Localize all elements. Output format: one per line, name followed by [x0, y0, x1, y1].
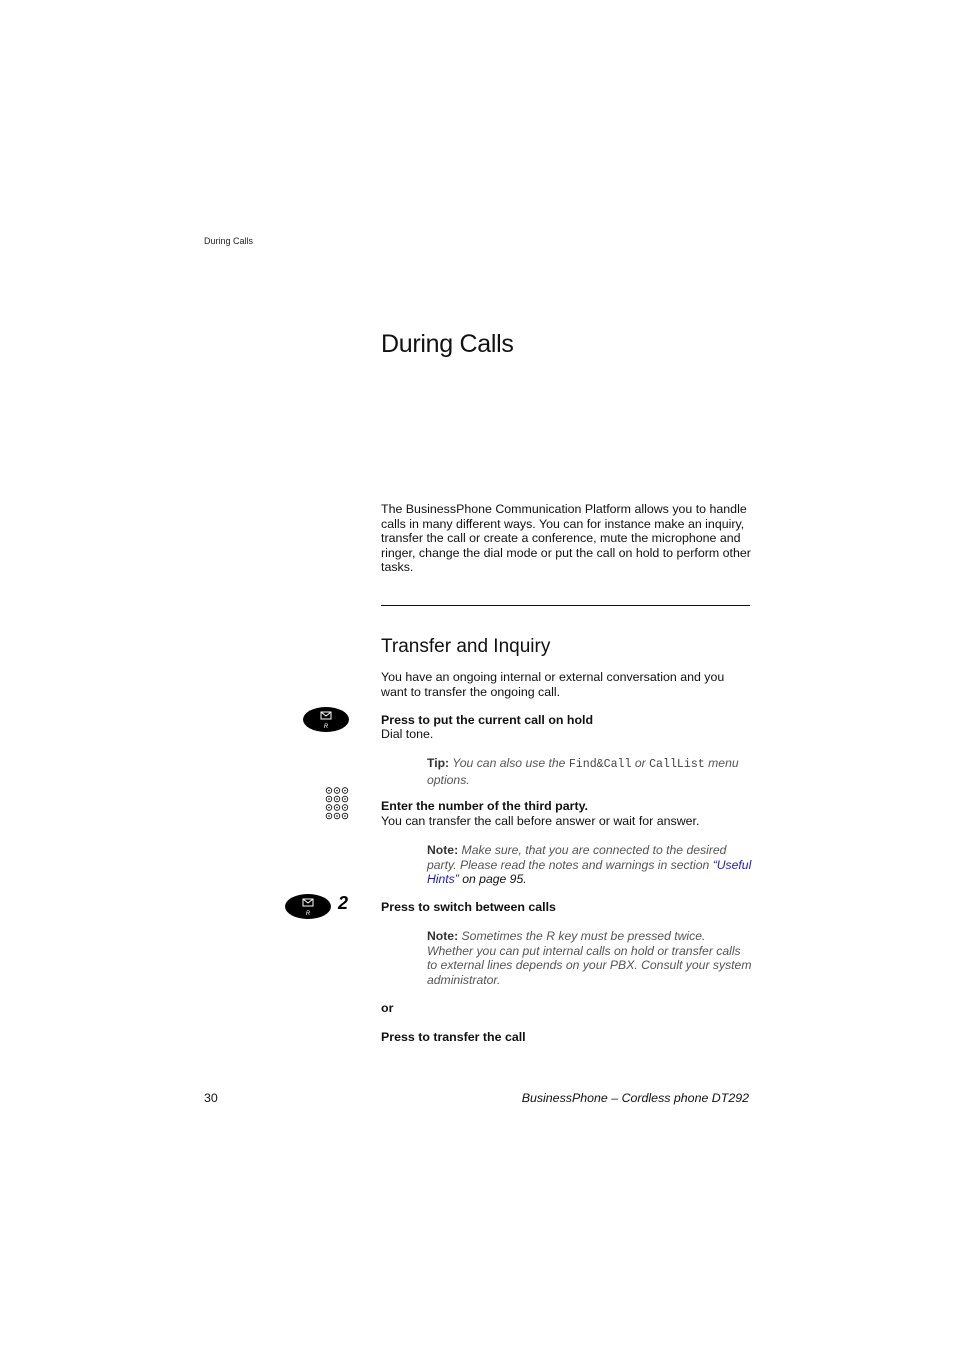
- r-key-icon: [303, 707, 349, 732]
- running-head: During Calls: [204, 236, 254, 246]
- switch-step-title: Press to switch between calls: [381, 900, 556, 914]
- tip-text-2: or: [634, 756, 646, 770]
- tip-text-3: menu options.: [427, 756, 739, 787]
- hold-step-title: Press to put the current call on hold: [381, 713, 594, 727]
- tip-box: [427, 756, 753, 787]
- note-label-1: Note:: [427, 843, 459, 857]
- tip-text-1: You can also use the: [452, 756, 566, 770]
- enter-step-title: Enter the number of the third party.: [381, 799, 588, 813]
- or-label: or: [381, 1001, 394, 1015]
- section-lead: You have an ongoing internal or external conversation and you want to transfer the ongoing call.: [381, 670, 725, 699]
- keypad-icon: [325, 786, 351, 822]
- note-text-2: Sometimes the R key must be pressed twice. Whether you can put internal calls on hold or transfer calls to external lines depends on your PBX. Consult your system administrator.: [427, 929, 752, 987]
- note-box-1: [427, 843, 753, 887]
- r-key-label: R: [323, 724, 329, 730]
- r-key-label: R: [305, 911, 311, 917]
- page-number: 30: [204, 1091, 218, 1105]
- section-divider: [381, 605, 750, 606]
- r-key-icon: [285, 894, 331, 919]
- section-title: Transfer and Inquiry: [381, 636, 551, 657]
- note-text-1: Make sure, that you are connected to the desired party. Please read the notes and warnings in section: [427, 843, 727, 872]
- tip-code-find-call: Find&Call: [568, 758, 632, 771]
- hold-step-text: Dial tone.: [381, 727, 434, 741]
- footer-doc-title: BusinessPhone – Cordless phone DT292: [521, 1091, 749, 1105]
- tip-code-call-list: CallList: [649, 758, 705, 771]
- chapter-title: During Calls: [381, 330, 514, 358]
- tip-label: Tip:: [427, 756, 450, 770]
- useful-hints-link[interactable]: “Useful Hints”: [427, 857, 752, 887]
- note-box-2: [427, 929, 753, 987]
- transfer-step-title: Press to transfer the call: [381, 1030, 526, 1044]
- press-count: 2: [338, 893, 349, 913]
- intro-paragraph: The BusinessPhone Communication Platform allows you to handle calls in many different ways. You can for instance make an inquiry, transfer the call or create a conference, mute the microphone and ringer, change the dial mode or put the call on hold to perform other tasks.: [381, 502, 751, 575]
- note-label-2: Note:: [427, 929, 459, 943]
- enter-step-text: You can transfer the call before answer or wait for answer.: [381, 814, 700, 828]
- note-tail-1: on page 95.: [462, 872, 527, 887]
